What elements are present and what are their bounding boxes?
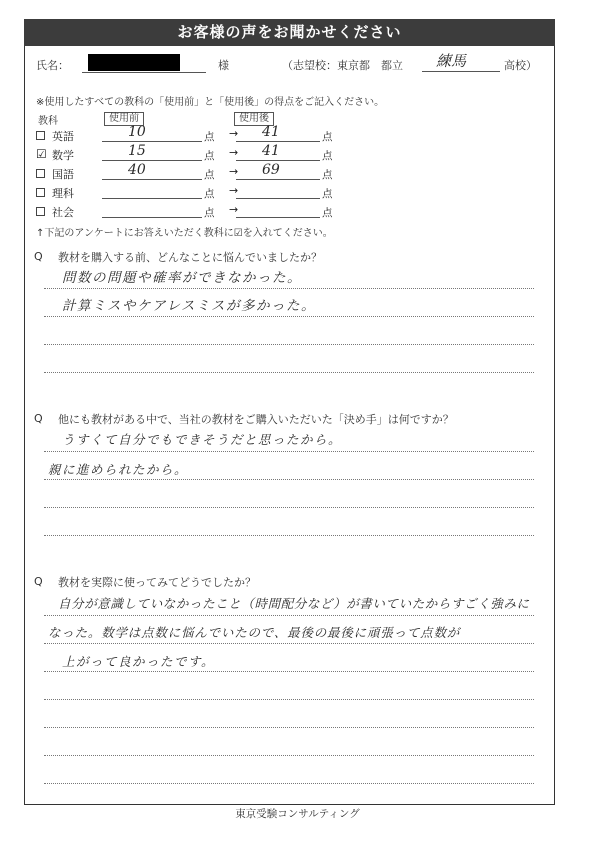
point-label: 点: [204, 150, 215, 162]
answer-rule: [44, 755, 534, 756]
point-label: 点: [204, 169, 215, 181]
answer-rule: [44, 316, 534, 317]
point-label: 点: [322, 207, 333, 219]
point-label: 点: [204, 131, 215, 143]
subject-row-social: [36, 203, 333, 222]
point-label: 点: [322, 150, 333, 162]
answer-line-text: うすくて自分でもできそうだと思ったから。: [62, 432, 343, 447]
answer-rule: [44, 671, 534, 672]
answer-rule: [44, 727, 534, 728]
redacted-name: [88, 54, 180, 71]
question-mark: Q: [34, 250, 43, 263]
subject-name: 社会: [52, 206, 74, 219]
answer-line-text: 問数の問題や確率ができなかった。: [62, 270, 302, 286]
answer-line-text: 自分が意識していなかったこと（時間配分など）が書いていたからすごく強みに: [58, 596, 530, 611]
school-suffix: 高校）: [504, 59, 537, 72]
after-score: 69: [262, 162, 280, 178]
before-underline: [102, 179, 202, 180]
after-underline: [236, 198, 320, 199]
subject-name: 数学: [52, 149, 74, 162]
subject-row-science: [36, 184, 333, 203]
subject-name: 理科: [52, 187, 74, 200]
answer-line-text: なった。数学は点数に悩んでいたので、最後の最後に頑張って点数が: [48, 625, 461, 640]
school-prefix: （志望校：東京都 都立: [282, 59, 403, 72]
point-label: 点: [322, 131, 333, 143]
after-score: 41: [262, 124, 280, 140]
after-header: 使用後: [234, 112, 274, 126]
answer-rule: [44, 344, 534, 345]
point-label: 点: [204, 207, 215, 219]
question-mark: Q: [34, 412, 43, 425]
point-label: 点: [204, 188, 215, 200]
subject-header: 教科: [38, 116, 58, 127]
after-score: 41: [262, 143, 280, 159]
before-underline: [102, 141, 202, 142]
arrow-icon: →: [229, 127, 239, 140]
check-note: ↑下記のアンケートにお答えいただく教科に☑を入れてください。: [36, 228, 333, 239]
before-score: 15: [128, 143, 146, 159]
before-underline: [102, 160, 202, 161]
subject-name: 国語: [52, 168, 74, 181]
name-suffix: 様: [218, 59, 229, 72]
after-underline: [236, 160, 320, 161]
score-instruction: ※使用したすべての教科の「使用前」と「使用後」の得点をご記入ください。: [36, 97, 385, 108]
checkbox[interactable]: [36, 131, 45, 140]
arrow-icon: →: [229, 146, 239, 159]
name-label: 氏名：: [36, 59, 69, 72]
arrow-icon: →: [229, 184, 239, 197]
checkbox[interactable]: [36, 169, 45, 178]
subject-name: 英語: [52, 130, 74, 143]
answer-rule: [44, 451, 534, 452]
question-text: 他にも教材がある中で、当社の教材をご購入いただいた「決め手」は何ですか？: [58, 413, 454, 426]
arrow-icon: →: [229, 165, 239, 178]
question-mark: Q: [34, 575, 43, 588]
point-label: 点: [322, 188, 333, 200]
subject-row-japanese: [36, 162, 333, 184]
before-underline: [102, 198, 202, 199]
before-header: 使用前: [104, 112, 144, 126]
answer-rule: [44, 783, 534, 784]
answer-rule: [44, 507, 534, 508]
before-score: 40: [128, 162, 146, 178]
before-underline: [102, 217, 202, 218]
answer-rule: [44, 699, 534, 700]
checkbox-checked[interactable]: ☑: [36, 147, 47, 161]
answer-rule: [44, 615, 534, 616]
answer-rule: [44, 479, 534, 480]
answer-rule: [44, 372, 534, 373]
answer-rule: [44, 535, 534, 536]
answer-rule: [44, 288, 534, 289]
arrow-icon: →: [229, 203, 239, 216]
after-underline: [236, 217, 320, 218]
footer-company: 東京受験コンサルティング: [235, 808, 360, 820]
answer-line-text: 計算ミスやケアレスミスが多かった。: [62, 298, 317, 314]
question-text: 教材を購入する前、どんなことに悩んでいましたか？: [58, 251, 322, 264]
school-name: 練馬: [436, 52, 467, 70]
form-title: お客様の声をお聞かせください: [24, 19, 555, 46]
name-underline: [82, 72, 206, 73]
checkbox[interactable]: [36, 188, 45, 197]
point-label: 点: [322, 169, 333, 181]
answer-rule: [44, 643, 534, 644]
before-score: 10: [128, 124, 146, 140]
answer-line-text: 親に進められたから。: [48, 462, 189, 477]
question-text: 教材を実際に使ってみてどうでしたか？: [58, 576, 256, 589]
school-underline: [422, 71, 500, 72]
after-underline: [236, 179, 320, 180]
after-underline: [236, 141, 320, 142]
answer-line-text: 上がって良かったです。: [62, 654, 216, 669]
checkbox[interactable]: [36, 207, 45, 216]
